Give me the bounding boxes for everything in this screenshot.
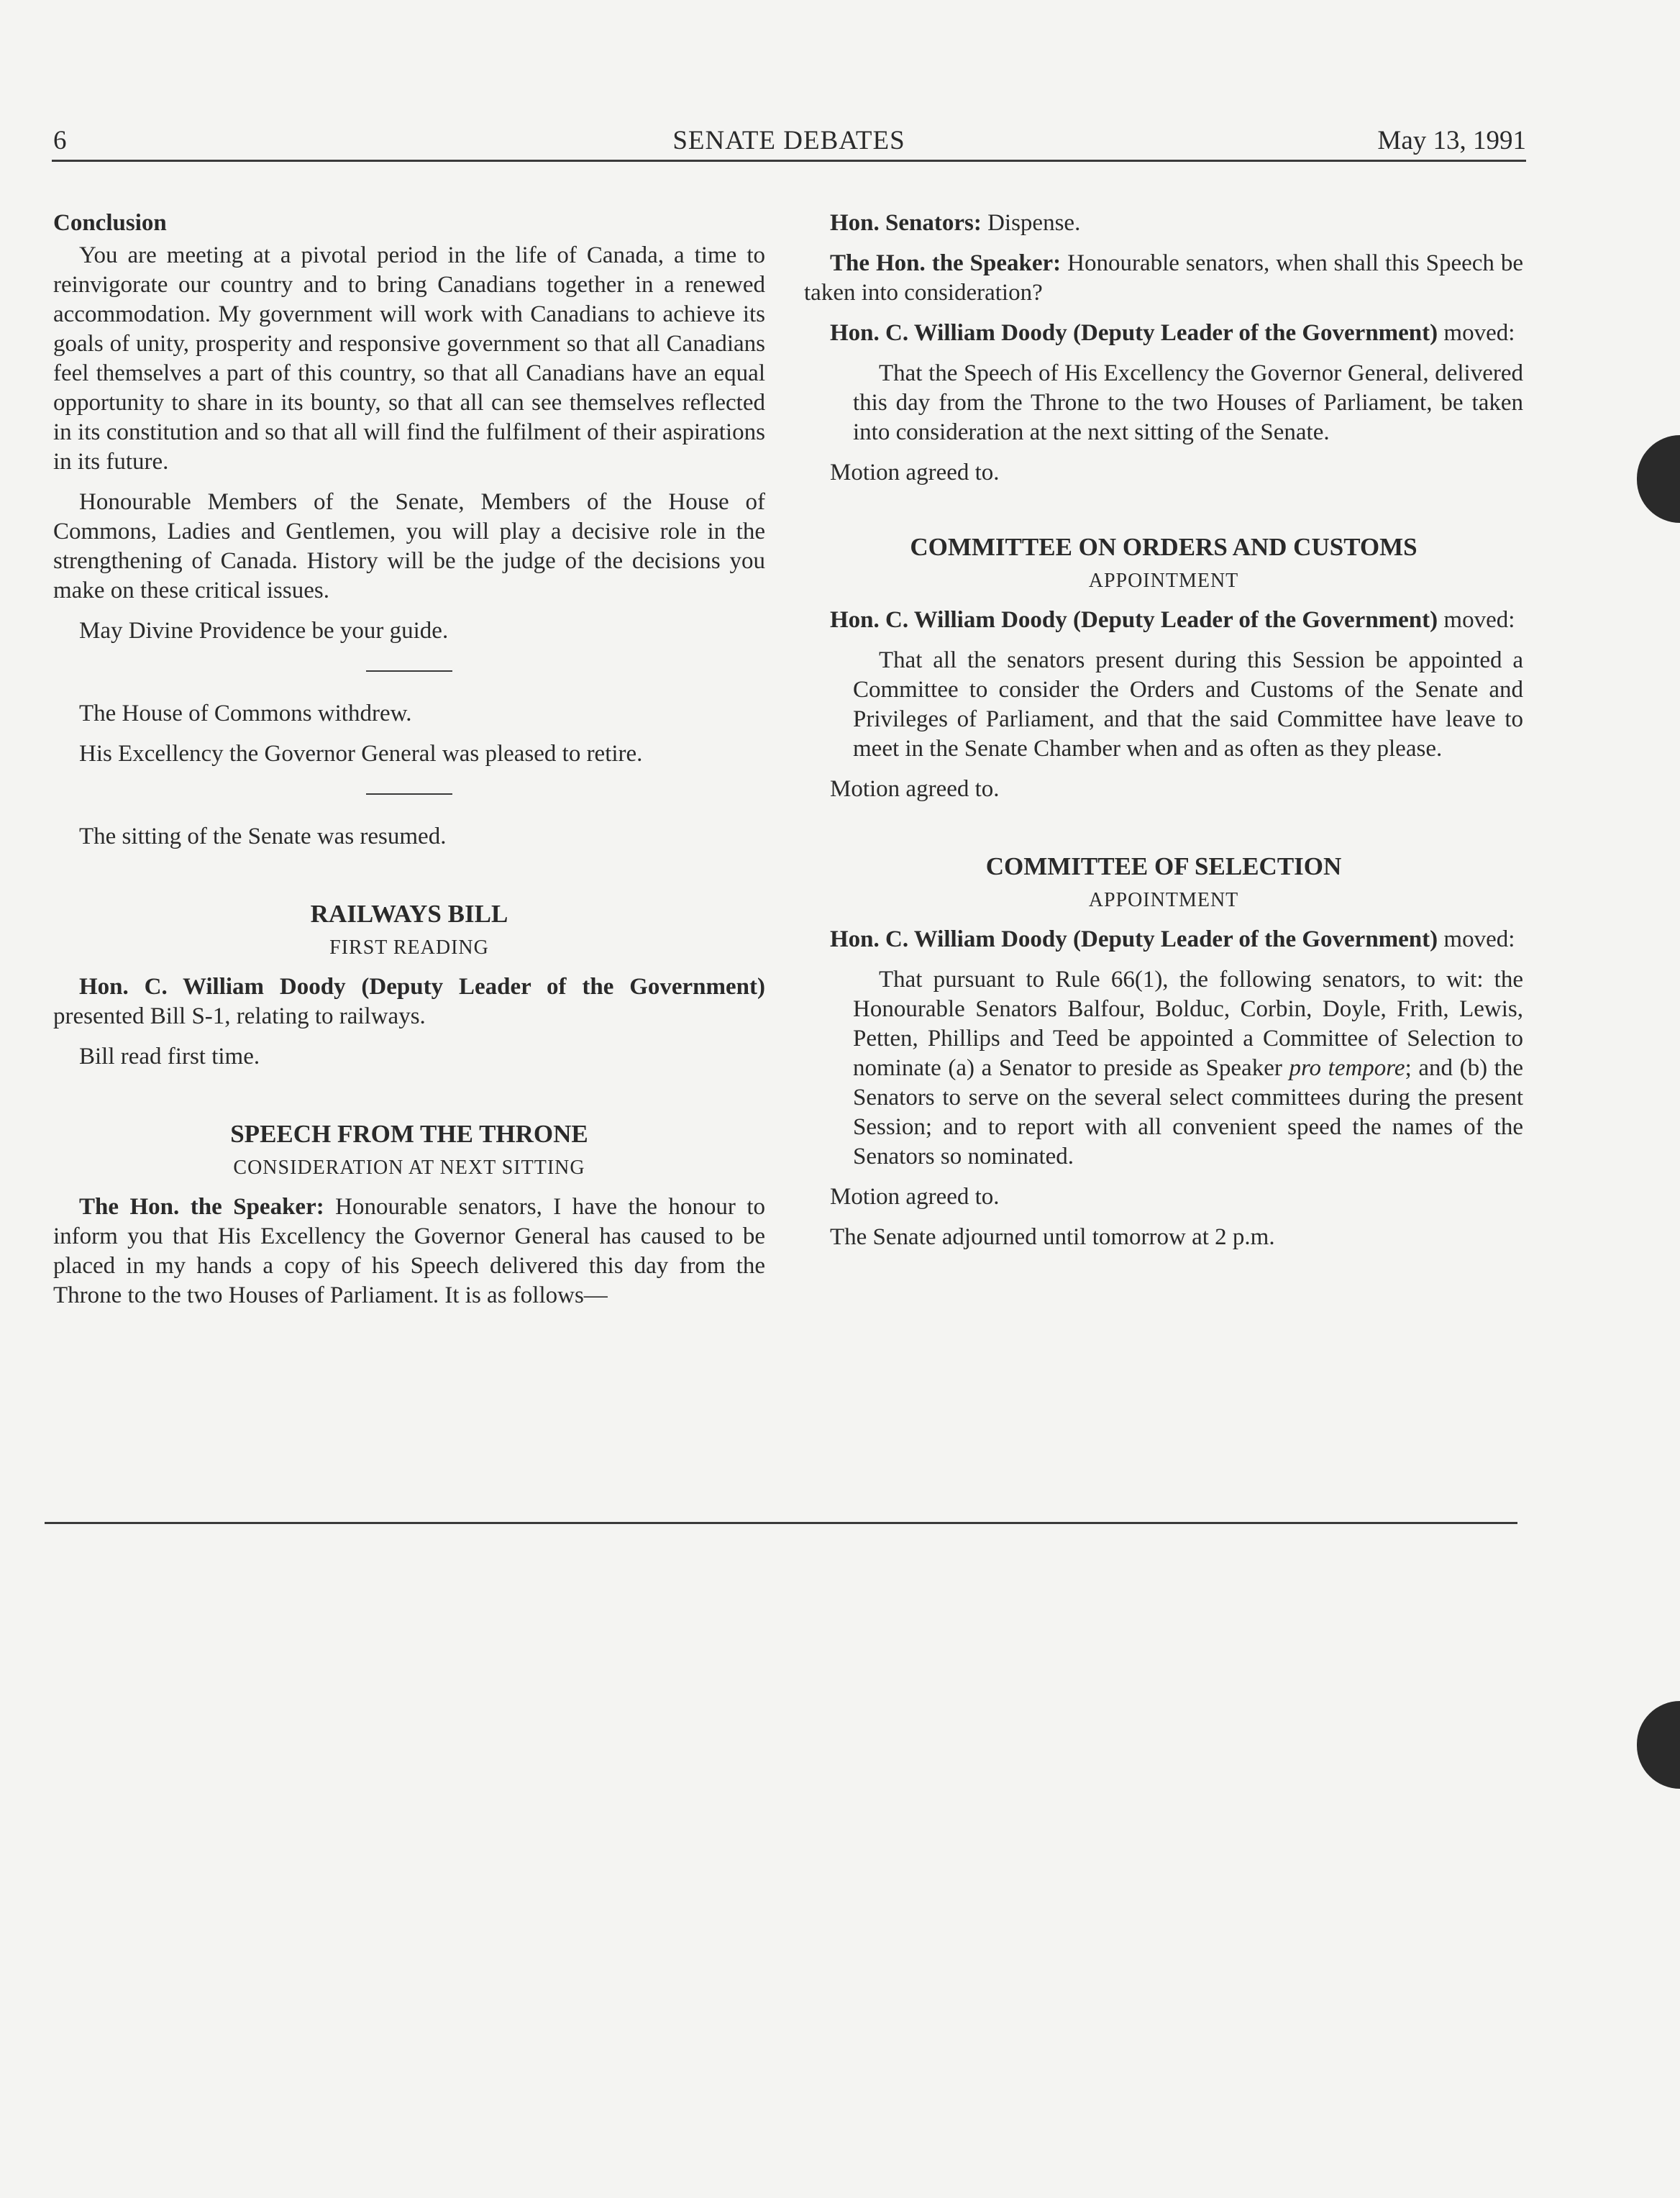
speaker-name: Hon. C. William Doody (Deputy Leader of the Government): [79, 974, 765, 1000]
section-divider: [366, 670, 452, 672]
binder-hole-top: [1637, 435, 1680, 523]
motion-text-1: That the Speech of His Excellency the Governor General, delivered this day from the Throne to the two Houses of Parliament, be taken into consideration at the next sitting of the Senate.: [853, 360, 1523, 445]
selection-title: COMMITTEE OF SELECTION: [985, 852, 1342, 880]
commons-withdrew: The House of Commons withdrew.: [79, 701, 412, 726]
speech-throne-subtitle: CONSIDERATION AT NEXT SITTING: [233, 1157, 585, 1179]
doody-moved-2: Hon. C. William Doody (Deputy Leader of the Government) moved:: [830, 607, 1515, 633]
speaker-name: The Hon. the Speaker:: [830, 250, 1062, 276]
right-column: [804, 209, 1523, 1263]
railways-bill-title: RAILWAYS BILL: [310, 900, 508, 928]
governor-retire: His Excellency the Governor General was pleased to retire.: [79, 741, 643, 767]
motion-agreed-1: Motion agreed to.: [830, 460, 1000, 485]
speech-throne-title: SPEECH FROM THE THRONE: [230, 1120, 588, 1148]
bill-read: Bill read first time.: [79, 1044, 260, 1070]
orders-customs-title: COMMITTEE ON ORDERS AND CUSTOMS: [910, 533, 1418, 561]
page-date: May 13, 1991: [1377, 126, 1526, 155]
section-divider: [366, 793, 452, 795]
dispense-paragraph: Hon. Senators: Dispense.: [830, 210, 1081, 236]
motion-agreed-2: Motion agreed to.: [830, 776, 1000, 802]
selection-subtitle: APPOINTMENT: [1088, 889, 1239, 911]
header-rule: [52, 160, 1526, 162]
speech-paragraph: The Hon. the Speaker: Honourable senators, I have the honour to inform you that His Excellency the Governor General has caused to be placed in my hands a copy of his Speech delivered this day from the Throne to the two Houses of Parliament. It is as follows—: [53, 1194, 765, 1308]
speaker-name: Hon. C. William Doody (Deputy Leader of the Government): [830, 320, 1438, 346]
publication-title: SENATE DEBATES: [672, 126, 905, 155]
motion-agreed-3: Motion agreed to.: [830, 1184, 1000, 1210]
speaker-name: Hon. C. William Doody (Deputy Leader of the Government): [830, 926, 1438, 952]
left-column: [53, 209, 765, 1321]
motion-text-2: That all the senators present during this Session be appointed a Committee to consider the Orders and Customs of the Senate and Privileges of Parliament, and that the said Committee have leave to meet in the Senate Chamber when and as often as they please.: [853, 647, 1523, 762]
conclusion-paragraph-3: May Divine Providence be your guide.: [79, 618, 449, 644]
railways-bill-subtitle: FIRST READING: [329, 936, 489, 959]
page-header: [52, 125, 1526, 164]
page-number: 6: [53, 126, 67, 155]
conclusion-heading: Conclusion: [53, 210, 167, 236]
senate-adjourned: The Senate adjourned until tomorrow at 2 p.m.: [830, 1224, 1275, 1250]
doody-moved-1: Hon. C. William Doody (Deputy Leader of the Government) moved:: [830, 320, 1515, 346]
speaker-name: Hon. C. William Doody (Deputy Leader of the Government): [830, 607, 1438, 633]
speaker-question: The Hon. the Speaker: Honourable senators, when shall this Speech be taken into consideration?: [804, 250, 1523, 306]
footer-rule: [45, 1522, 1517, 1524]
conclusion-paragraph-2: Honourable Members of the Senate, Members of the House of Commons, Ladies and Gentlemen, you will play a decisive role in the strengthening of Canada. History will be the judge of the decisions you make on these critical issues.: [53, 489, 765, 603]
binder-hole-bottom: [1637, 1701, 1680, 1789]
sitting-resumed: The sitting of the Senate was resumed.: [79, 824, 447, 849]
speaker-name: Hon. Senators:: [830, 210, 982, 236]
doody-moved-3: Hon. C. William Doody (Deputy Leader of the Government) moved:: [830, 926, 1515, 952]
conclusion-paragraph-1: You are meeting at a pivotal period in the life of Canada, a time to reinvigorate our country and to bring Canadians together in a renewed accommodation. My government will work with Canadians to achieve its goals of unity, prosperity and responsive government so that all Canadians feel themselves a part of this country, so that all Canadians have an equal opportunity to share in its bounty, so that all can see themselves reflected in its constitution and so that all will find the fulfilment of their aspirations in its future.: [53, 242, 765, 475]
speaker-name: The Hon. the Speaker:: [79, 1194, 324, 1220]
orders-customs-subtitle: APPOINTMENT: [1088, 570, 1239, 592]
motion-text-3: That pursuant to Rule 66(1), the following senators, to wit: the Honourable Senators Balfour, Bolduc, Corbin, Doyle, Frith, Lewis, Petten, Phillips and Teed be appointed a Committee of Selection to nominate (a) a Senator to preside as Speaker pro tempore; and (b) the Senators to serve on the several select committees during the present Session; and to report with all convenient speed the names of the Senators so nominated.: [853, 967, 1523, 1169]
railways-paragraph: Hon. C. William Doody (Deputy Leader of the Government) presented Bill S-1, relating to railways.: [53, 974, 765, 1029]
